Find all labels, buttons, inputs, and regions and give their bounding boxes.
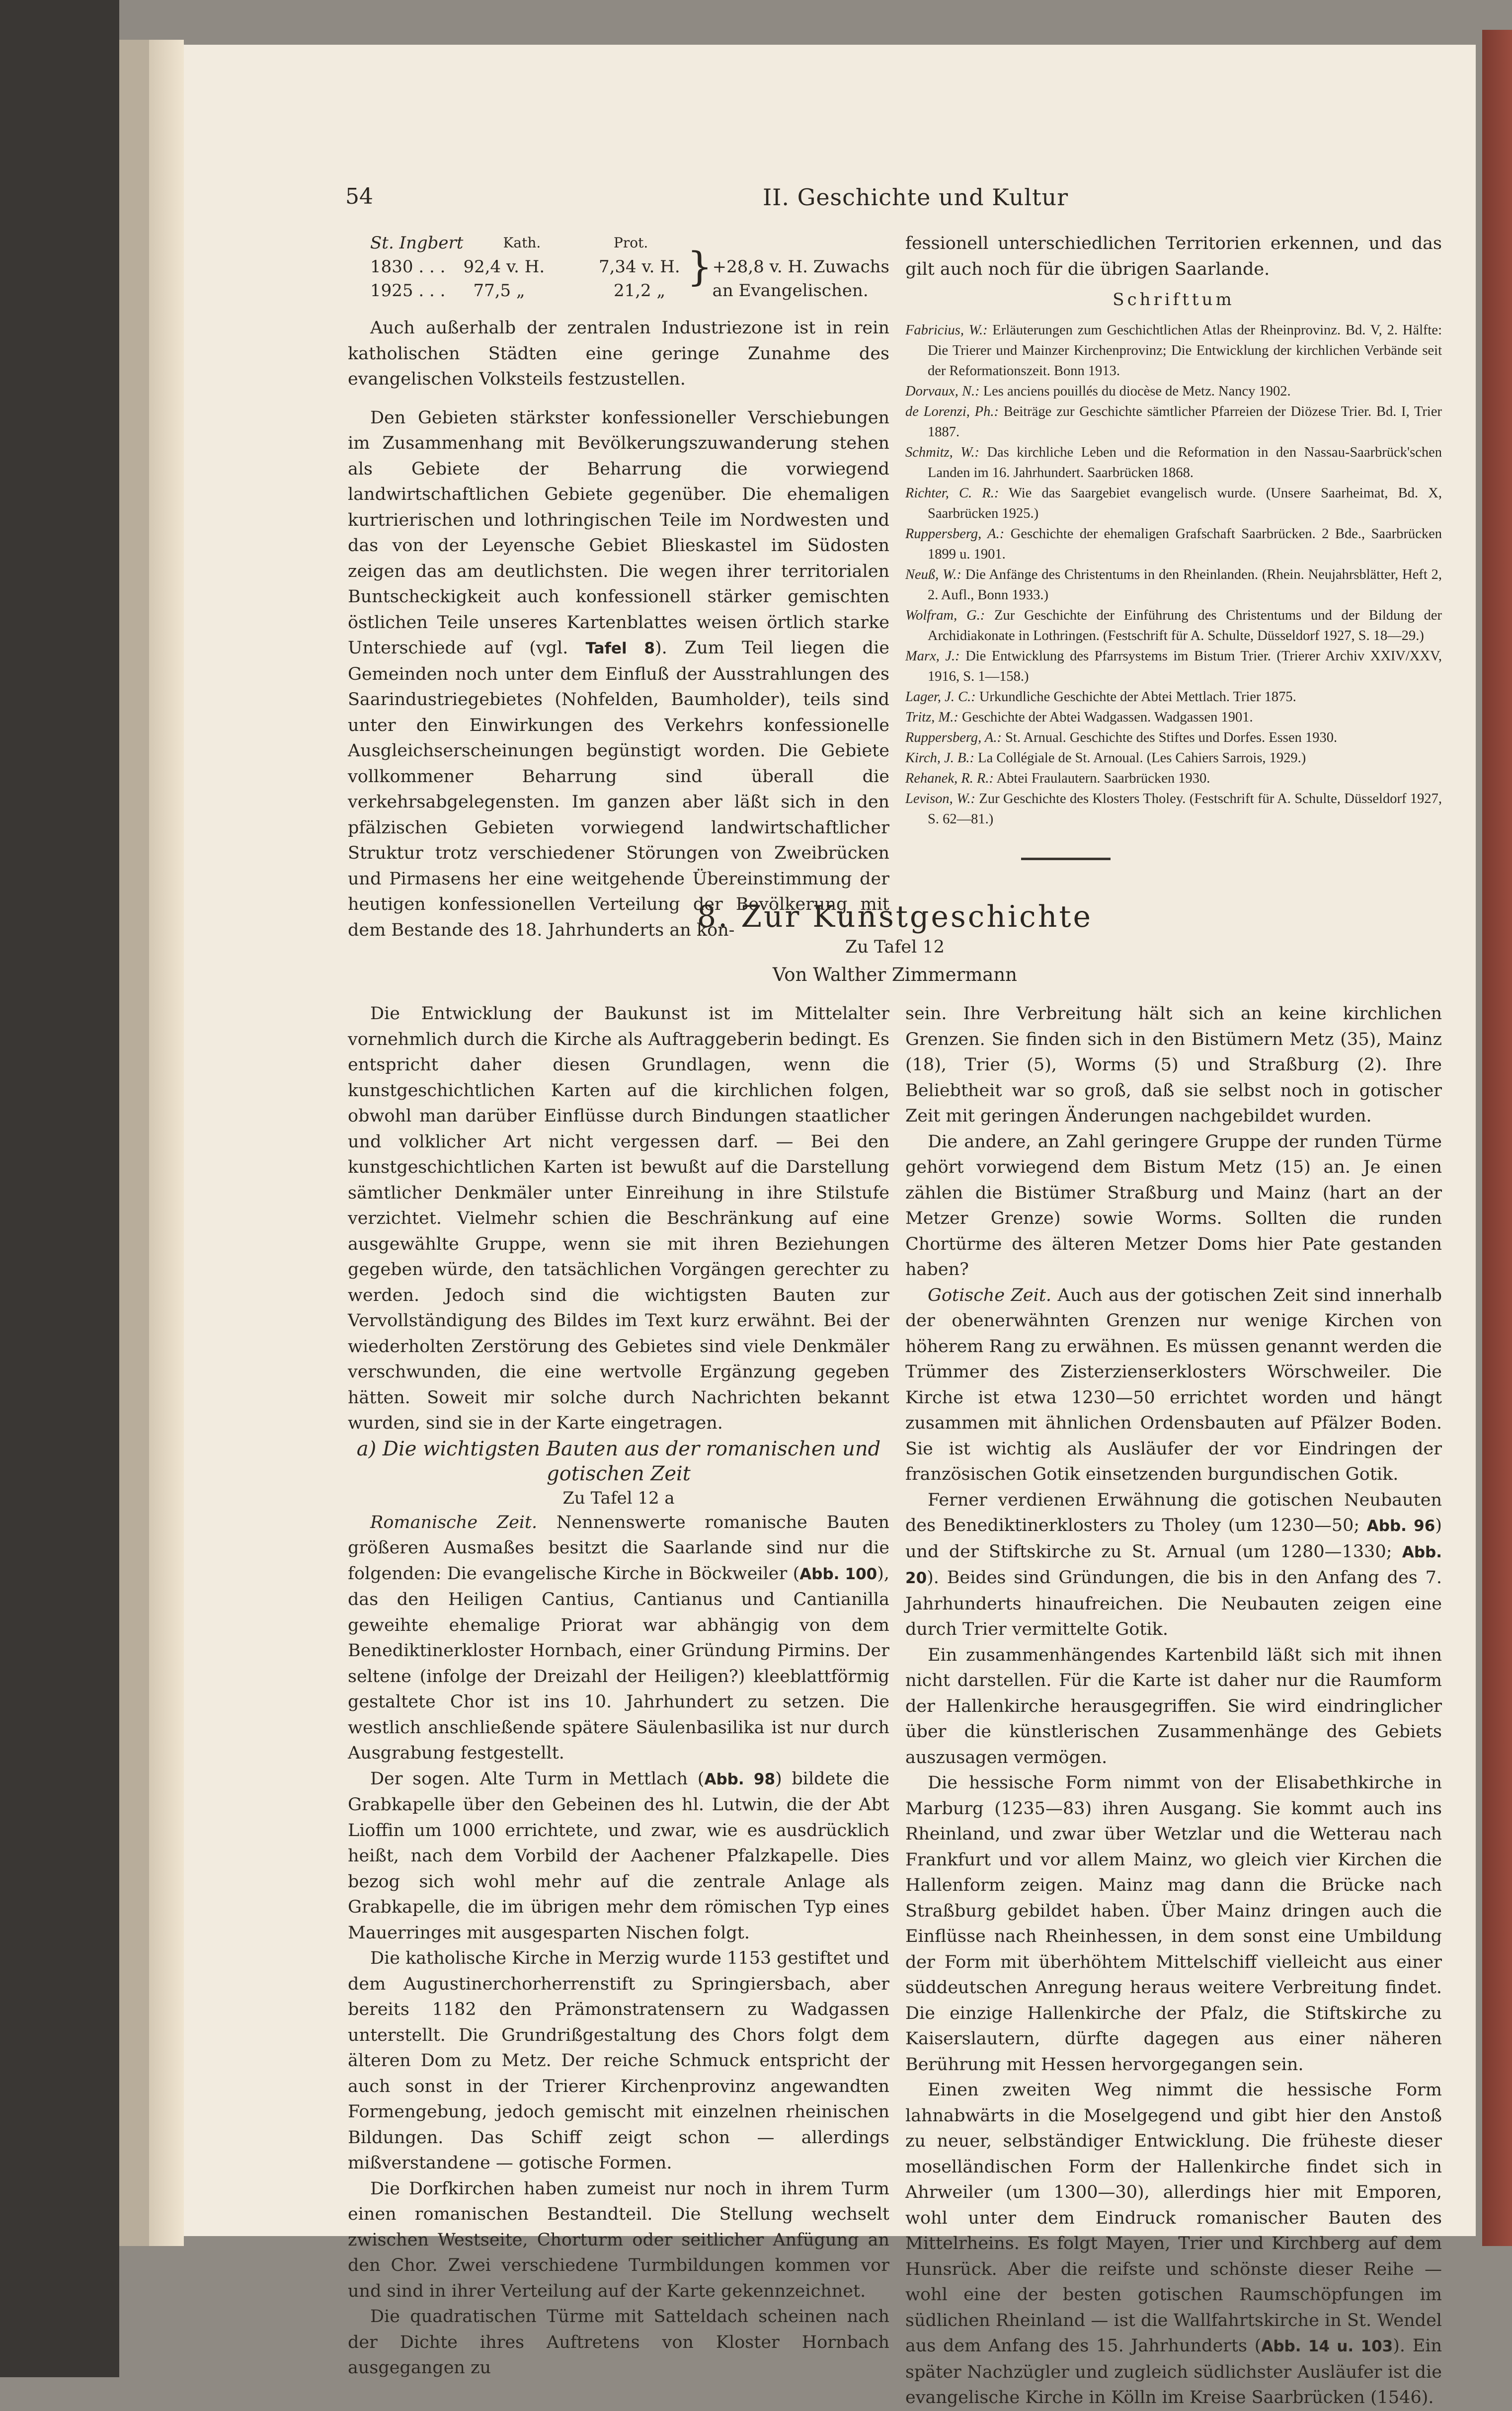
running-title: II. Geschichte und Kultur xyxy=(763,184,1069,211)
paragraph xyxy=(905,2078,1442,2411)
bibliography-author: Richter, C. R.: xyxy=(905,485,999,501)
text-run: Nennenswerte romanische Bauten größeren Ausmaßes besitzt die Saarlande sind nur die folgenden: Die evangelische Kirche in Böckweiler ( xyxy=(348,1512,889,1584)
bibliography-text: La Collégiale de St. Arnoual. (Les Cahiers Sarrois, 1929.) xyxy=(974,750,1306,766)
bibliography-author: Neuß, W.: xyxy=(905,566,961,582)
figure-reference: Abb. 14 u. 103 xyxy=(1261,2337,1393,2355)
text-run: ). Ein später Nachzügler und zugleich südlichster Ausläufer ist die evangelische Kirche in Kölln im Kreise Saarbrücken (1546). xyxy=(905,2336,1442,2408)
text-run: Ferner verdienen Erwähnung die gotischen Neubauten des Benediktinerklosters zu Tholey (um 1230—50; xyxy=(905,1490,1442,1535)
paragraph xyxy=(905,1283,1442,1488)
subsection-subtitle: Zu Tafel 12 a xyxy=(562,1488,675,1508)
scan-background-left xyxy=(0,0,119,2377)
bibliography-entry xyxy=(905,381,1442,402)
statistics-row xyxy=(348,279,889,303)
paragraph: Die Dorfkirchen haben zumeist nur noch in ihrem Turm einen romanischen Bestandteil. Die Stellung wechselt zwischen Westseite, Chorturm oder seitlicher Anfügung an den Chor. Zwei verschiedene Turmbildungen kommen vor und sind in ihrer Verteilung auf der Karte gekennzeichnet. xyxy=(348,2178,889,2301)
paragraph xyxy=(905,1488,1442,1643)
paragraph xyxy=(348,1510,889,1767)
bibliography-text: Geschichte der Abtei Wadgassen. Wadgassen 1901. xyxy=(958,709,1253,725)
bibliography-author: Lager, J. C.: xyxy=(905,689,976,705)
paragraph-lead: Romanische Zeit. xyxy=(370,1512,538,1532)
figure-reference: Abb. 100 xyxy=(799,1565,877,1583)
bibliography-author: Ruppersberg, A.: xyxy=(905,729,1002,745)
bibliography-entry xyxy=(905,646,1442,687)
section-divider xyxy=(1021,858,1111,860)
bibliography-entry xyxy=(905,687,1442,707)
paragraph: Die andere, an Zahl geringere Gruppe der runden Türme gehört vorwiegend dem Bistum Metz (15) an. Je einen zählen die Bistümer Straßburg und Mainz (hart an der Metzer Grenze) sowie Worms. Sollten die runden Chortürme des älteren Metzer Doms hier Pate gestanden haben? xyxy=(905,1131,1442,1280)
bibliography-text: Zur Geschichte des Klosters Tholey. (Festschrift für A. Schulte, Düsseldorf 1927, S. 62—81.) xyxy=(928,791,1442,827)
paragraph xyxy=(348,405,889,944)
bibliography-text: Beiträge zur Geschichte sämtlicher Pfarreien der Diözese Trier. Bd. I, Trier 1887. xyxy=(928,403,1442,440)
bibliography-author: Marx, J.: xyxy=(905,648,960,664)
column-top-left xyxy=(348,231,889,943)
bibliography-author: de Lorenzi, Ph.: xyxy=(905,403,999,419)
figure-reference: Tafel 8 xyxy=(585,640,655,657)
figure-reference: Abb. 98 xyxy=(704,1770,776,1788)
stat-kath-label: Kath. xyxy=(503,235,541,251)
paragraph xyxy=(348,1767,889,1946)
section-title: 8. Zur Kunstgeschichte xyxy=(697,899,1093,934)
section-author: Von Walther Zimmermann xyxy=(772,964,1018,985)
bibliography-list xyxy=(905,320,1442,829)
stat-year: 1830 . . . xyxy=(370,257,446,277)
bibliography-text: St. Arnual. Geschichte des Stiftes und Dorfes. Essen 1930. xyxy=(1001,729,1338,745)
page-number: 54 xyxy=(345,184,373,209)
text-run: Einen zweiten Weg nimmt die hessische Form lahnabwärts in die Moselgegend und gibt hier den Anstoß zu neuer, selbständiger Entwicklung. Die früheste dieser moselländischen Form der Hallenkirche findet sich in Ahrweiler (um 1300—30), allerdings hier mit Emporen, wohl unter dem Eindruck romanischer Bauten des Mittelrheins. Es folgt Mayen, Trier und Kirchberg auf dem Hunsrück. Aber die reifste und schönste dieser Reihe — wohl eine der besten gotischen Raumschöpfungen im südlichen Rheinland — ist die Wallfahrtskirche in St. Wendel aus dem Anfang des 15. Jahrhunderts ( xyxy=(905,2080,1442,2356)
column-bottom-right xyxy=(905,1001,1442,2411)
paragraph: Die hessische Form nimmt von der Elisabethkirche in Marburg (1235—83) ihren Ausgang. Sie kommt auch ins Rheinland, und zwar über Wetzlar und die Wetterau nach Frankfurt und vor allem Mainz, wo gleich vier Kirchen die Hallenform zeigen. Mainz mag dann die Brücke nach Straßburg gebildet haben. Über Mainz dringen auch die Einflüsse nach Rheinhessen, in dem sonst eine Umbildung der Form mit überhöhtem Mittelschiff vielleicht aus einer süddeutschen Anregung heraus weitere Verbreitung findet. Die einzige Hallenkirche der Pfalz, die Stiftskirche zu Kaiserslautern, dürfte dagegen aus einer näheren Berührung mit Hessen hervorgegangen sein. xyxy=(905,1773,1442,2075)
paragraph: sein. Ihre Verbreitung hält sich an keine kirchlichen Grenzen. Sie finden sich in den Bistümern Metz (35), Mainz (18), Trier (5), Worms (5) und Straßburg (2). Ihre Beliebtheit war so groß, daß sie selbst noch in gotischer Zeit mit geringen Änderungen nachgebildet wurden. xyxy=(905,1004,1442,1126)
stat-year: 1925 . . . xyxy=(370,281,446,301)
bibliography-text: Das kirchliche Leben und die Reformation in den Nassau-Saarbrück'schen Landen im 16. Jahrhundert. Saarbrücken 1868. xyxy=(928,444,1442,481)
paragraph: Die katholische Kirche in Merzig wurde 1153 gestiftet und dem Augustinerchorherrenstift zu Springiersbach, aber bereits 1182 den Prämonstratensern zu Wadgassen unterstellt. Die Grundrißgestaltung des Chors folgt dem älteren Dom zu Metz. Der reiche Schmuck entspricht der auch sonst in der Trierer Kirchenprovinz angewandten Formengebung, jedoch gemischt mit einzelnen rheinischen Bildungen. Das Schiff zeigt schon — allerdings mißverstandene — gotische Formen. xyxy=(348,1948,889,2173)
bibliography-entry xyxy=(905,320,1442,381)
bibliography-author: Fabricius, W.: xyxy=(905,322,988,338)
text-run: Auch aus der gotischen Zeit sind innerhalb der obenerwähnten Grenzen nur wenige Kirchen von höherem Rang zu erwähnen. Es müssen genannt werden die Trümmer des Zisterzienserklosters Wörschweiler. Die Kirche ist etwa 1230—50 errichtet worden und hängt zusammen mit ähnlichen Ordensbauten auf Pfälzer Boden. Sie ist wichtig als Ausläufer der vor Eindringen der französischen Gotik einsetzenden burgundischen Gotik. xyxy=(905,1285,1442,1484)
bibliography-entry xyxy=(905,524,1442,564)
bibliography-text: Wie das Saargebiet evangelisch wurde. (Unsere Saarheimat, Bd. X, Saarbrücken 1925.) xyxy=(928,485,1442,521)
bibliography-entry xyxy=(905,442,1442,483)
book-page xyxy=(184,45,1476,2408)
bibliography-entry xyxy=(905,605,1442,646)
column-bottom-left xyxy=(348,1001,889,2381)
stat-prot-value: 7,34 v. H. xyxy=(598,257,680,277)
stat-change: an Evangelischen. xyxy=(712,281,869,301)
page-gutter xyxy=(149,40,184,2246)
bibliography-text: Urkundliche Geschichte der Abtei Mettlach. Trier 1875. xyxy=(975,689,1296,705)
bibliography-text: Zur Geschichte der Einführung des Christentums und der Bildung der Archidiakonate in Lothringen. (Festschrift für A. Schulte, Düsseldorf 1927, S. 18—29.) xyxy=(928,607,1442,643)
column-top-right xyxy=(905,231,1442,829)
paragraph: Die quadratischen Türme mit Satteldach scheinen nach der Dichte ihres Auftretens von Kloster Hornbach ausgegangen zu xyxy=(348,2307,889,2378)
bibliography-heading: Schrifttum xyxy=(1113,290,1235,310)
bibliography-entry xyxy=(905,564,1442,605)
bibliography-author: Levison, W.: xyxy=(905,791,975,806)
stat-brace: } xyxy=(687,243,713,290)
text-run: ) bildete die Grabkapelle über den Gebeinen des hl. Lutwin, die der Abt Lioffin um 1000 errichtete, und zwar, wie es ausdrücklich heißt, nach dem Vorbild der Aachener Pfalzkapelle. Dies bezog sich wohl mehr auf die zentrale Anlage als Grabkapelle, die im übrigen mehr dem römischen Typ eines Mauerringes mit ausgesparten Nischen folgt. xyxy=(348,1768,889,1943)
bibliography-entry xyxy=(905,707,1442,727)
text-run: Der sogen. Alte Turm in Mettlach ( xyxy=(370,1768,705,1789)
bibliography-entry xyxy=(905,483,1442,524)
text-run: ). Beides sind Gründungen, die bis in den Anfang des 7. Jahrhunderts hinaufreichen. Die Neubauten zeigen eine durch Trier vermittelte Gotik. xyxy=(905,1568,1442,1639)
text-run: ), das den Heiligen Cantius, Cantianus und Cantianilla geweihte ehemalige Priorat war abhängig von dem Benediktinerkloster Hornbach, einer Gründung Pirmins. Der seltene (infolge der Dreizahl der Heiligen?) kleeblattförmig gestaltete Chor ist ins 10. Jahrhundert zu setzen. Die westlich anschließende spätere Säulenbasilika ist nur durch Ausgrabung festgestellt. xyxy=(348,1563,889,1763)
text-run: Den Gebieten stärkster konfessioneller Verschiebungen im Zusammenhang mit Bevölkerungszuwanderung stehen als Gebiete der Beharrung die vorwiegend landwirtschaftlichen Gebiete gegenüber. Die ehemaligen kurtrierischen und lothringischen Teile im Nordwesten und das von der Leyensche Gebiet Blieskastel im Südosten zeigen das am deutlichsten. Die wegen ihrer territorialen Buntscheckigkeit auch konfessionell stärker gemischten östlichen Teile unseres Kartenblattes weisen örtlich starke Unterschiede auf (vgl. xyxy=(348,407,889,658)
figure-reference: Abb. 96 xyxy=(1366,1517,1435,1535)
paragraph-lead: Gotische Zeit. xyxy=(928,1285,1052,1305)
section-subtitle: Zu Tafel 12 xyxy=(845,937,945,957)
book-cover-edge xyxy=(1482,30,1512,2246)
bibliography-text: Geschichte der ehemaligen Grafschaft Saarbrücken. 2 Bde., Saarbrücken 1899 u. 1901. xyxy=(928,526,1442,562)
bibliography-entry xyxy=(905,768,1442,789)
text-run: ). Zum Teil liegen die Gemeinden noch unter dem Einfluß der Ausstrahlungen des Saarindustriegebietes (Nohfelden, Baumholder), teils sind unter den Einwirkungen des Verkehrs konfessionelle Ausgleichserscheinungen begünstigt worden. Die Gebiete vollkommener Beharrung sind überall die verkehrsabgelegensten. Im ganzen aber läßt sich in den pfälzischen Gebieten vorwiegend landwirtschaftlicher Struktur trotz verschiedener Störungen von Zweibrücken und Pirmasens her eine weitgehende Übereinstimmung der heutigen konfessionellen Verteilung der Bevölkerung mit dem Bestande des 18. Jahrhunderts an kon- xyxy=(348,638,889,940)
bibliography-text: Les anciens pouillés du diocèse de Metz. Nancy 1902. xyxy=(979,383,1291,399)
bibliography-entry xyxy=(905,727,1442,748)
stat-prot-label: Prot. xyxy=(613,235,648,251)
paragraph: Ein zusammenhängendes Kartenbild läßt sich mit ihnen nicht darstellen. Für die Karte ist daher nur die Raumform der Hallenkirche herausgegriffen. Sie wird eindringlicher über die künstlerischen Zusammenhänge des Gebiets auszusagen vermögen. xyxy=(905,1645,1442,1768)
bibliography-author: Rehanek, R. R.: xyxy=(905,770,994,786)
bibliography-author: Wolfram, G.: xyxy=(905,607,985,623)
stat-place: St. Ingbert xyxy=(370,233,464,253)
bibliography-text: Die Anfänge des Christentums in den Rheinlanden. (Rhein. Neujahrsblätter, Heft 2, 2. Aufl., Bonn 1933.) xyxy=(928,566,1442,603)
statistics-table xyxy=(348,231,889,303)
bibliography-author: Ruppersberg, A.: xyxy=(905,526,1005,542)
bibliography-text: Die Entwicklung des Pfarrsystems im Bistum Trier. (Trierer Archiv XXIV/XXV, 1916, S. 1—158.) xyxy=(928,648,1442,684)
stat-kath-value: 77,5 „ xyxy=(473,281,525,301)
stat-kath-value: 92,4 v. H. xyxy=(463,257,545,277)
bibliography-entry xyxy=(905,789,1442,829)
bibliography-text: Erläuterungen zum Geschichtlichen Atlas der Rheinprovinz. Bd. V, 2. Hälfte: Die Trierer und Mainzer Kirchenprovinz; Die Entwicklung der kirchlichen Verbände seit der Reformationszeit. Bonn 1913. xyxy=(928,322,1442,379)
statistics-header-row xyxy=(348,231,889,255)
stat-change: +28,8 v. H. Zuwachs xyxy=(712,257,889,277)
paragraph: Die Entwicklung der Baukunst ist im Mittelalter vornehmlich durch die Kirche als Auftraggeberin bedingt. Es entspricht daher diesen Grundlagen, wenn die kunstgeschichtlichen Karten auf die kirchlichen folgen, obwohl man darüber Einflüsse durch Bindungen staatlicher und volklicher Art nicht vergessen darf. — Bei den kunstgeschichtlichen Karten ist bewußt auf die Darstellung sämtlicher Denkmäler unter Einreihung in ihre Stilstufe verzichtet. Vielmehr schien die Beschränkung auf eine ausgewählte Gruppe, wenn sie mit ihren Beziehungen gegeben würde, den tatsächlichen Vorgängen gerechter zu werden. Jedoch sind die wichtigsten Bauten zur Vervollständigung des Bildes im Text kurz erwähnt. Bei der wiederholten Zerstörung des Gebietes sind viele Denkmäler verschwunden, die eine wertvolle Ergänzung gegeben hätten. Soweit mir solche durch Nachrichten bekannt wurden, sind sie in der Karte eingetragen. xyxy=(348,1004,889,1433)
bibliography-entry xyxy=(905,748,1442,768)
statistics-row xyxy=(348,255,889,279)
subsection-heading: a) Die wichtigsten Bauten aus der romanischen und gotischen Zeit xyxy=(356,1437,881,1485)
bibliography-author: Dorvaux, N.: xyxy=(905,383,980,399)
bibliography-author: Tritz, M.: xyxy=(905,709,958,725)
stat-prot-value: 21,2 „ xyxy=(613,281,666,301)
text-run: ) und der Stiftskirche zu St. Arnual (um 1280—1330; xyxy=(905,1516,1442,1562)
bibliography-author: Kirch, J. B.: xyxy=(905,750,975,766)
paragraph: fessionell unterschiedlichen Territorien erkennen, und das gilt auch noch für die übrigen Saarlande. xyxy=(905,234,1442,279)
bibliography-entry xyxy=(905,402,1442,442)
bibliography-author: Schmitz, W.: xyxy=(905,444,979,460)
paragraph: Auch außerhalb der zentralen Industriezone ist in rein katholischen Städten eine geringe Zunahme des evangelischen Volksteils festzustellen. xyxy=(348,318,889,389)
figure-reference: Abb. 20 xyxy=(905,1543,1442,1587)
bibliography-text: Abtei Fraulautern. Saarbrücken 1930. xyxy=(994,770,1210,786)
